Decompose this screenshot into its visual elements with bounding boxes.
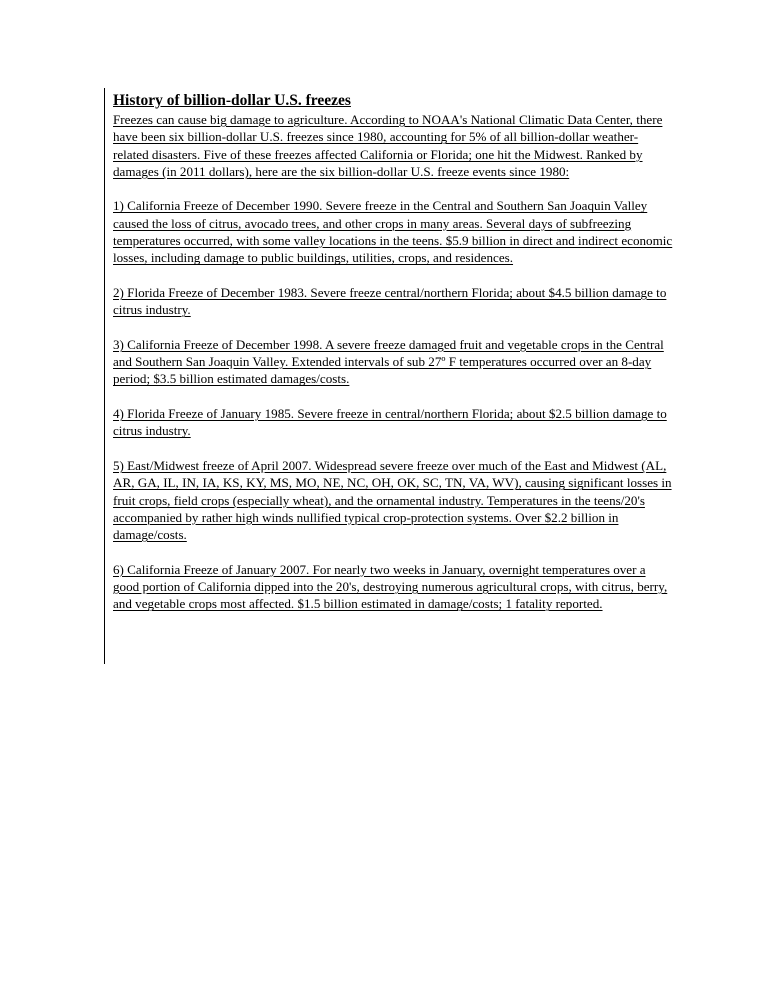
document-body bbox=[113, 91, 673, 613]
freeze-event-2: 2) Florida Freeze of December 1983. Severe freeze central/northern Florida; about $4.5 billion damage to citrus industry. bbox=[113, 284, 667, 318]
freeze-event-6: 6) California Freeze of January 2007. For nearly two weeks in January, overnight temperatures over a good portion of California dipped into the 20's, destroying numerous agricultural crops, with citrus, berry, and vegetable crops most affected. $1.5 billion estimated in damage/costs; 1 fatality reported. bbox=[113, 561, 668, 612]
intro-paragraph: Freezes can cause big damage to agriculture. According to NOAA's National Climatic Data Center, there have been six billion-dollar U.S. freezes since 1980, accounting for 5% of all billion-dollar weather-related disasters. Five of these freezes affected California or Florida; one hit the Midwest. Ranked by damages (in 2011 dollars), here are the six billion-dollar U.S. freeze events since 1980: bbox=[113, 112, 663, 179]
freeze-event-3: 3) California Freeze of December 1998. A severe freeze damaged fruit and vegetable crops in the Central and Southern San Joaquin Valley. Extended intervals of sub 27º F temperatures occurred over an 8-day period; $3.5 billion estimated damages/costs. bbox=[113, 336, 664, 387]
freeze-event-1: 1) California Freeze of December 1990. Severe freeze in the Central and Southern San Joaquin Valley caused the loss of citrus, avocado trees, and other crops in many areas. Several days of subfreezing temperatures occurred, with some valley locations in the teens. $5.9 billion in direct and indirect economic losses, including damage to public buildings, utilities, crops, and residences. bbox=[113, 198, 673, 266]
document-title: History of billion-dollar U.S. freezes bbox=[113, 92, 351, 109]
freeze-event-4: 4) Florida Freeze of January 1985. Severe freeze in central/northern Florida; about $2.5 billion damage to citrus industry. bbox=[113, 406, 667, 439]
freeze-event-5: 5) East/Midwest freeze of April 2007. Widespread severe freeze over much of the East and Midwest (AL, AR, GA, IL, IN, IA, KS, KY, MS, MO, NE, NC, OH, OK, SC, TN, VA, WV), causing significant losses in fruit crops, field crops (especially wheat), and the ornamental industry. Temperatures in the teens/20's accompanied by rather high winds nullified typical crop-protection systems. Over $2.2 billion in damage/costs. bbox=[113, 457, 672, 543]
revision-change-bar bbox=[104, 88, 105, 664]
